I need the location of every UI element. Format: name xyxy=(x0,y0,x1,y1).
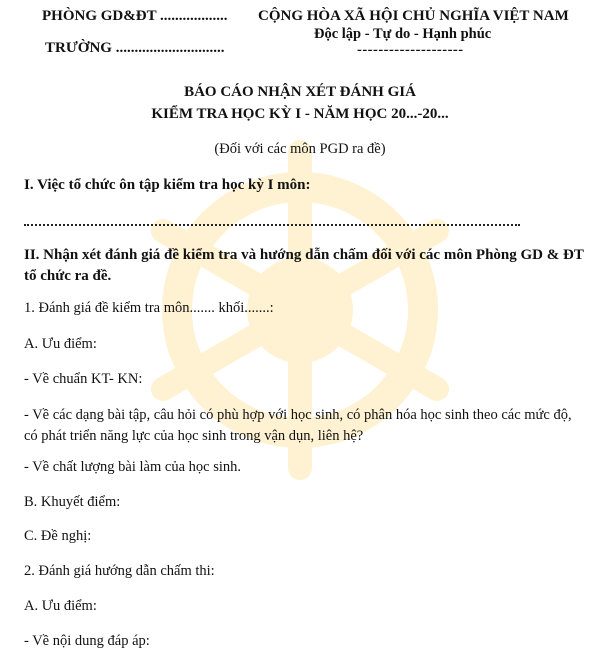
report-subtitle: (Đối với các môn PGD ra đề) xyxy=(214,141,386,157)
department-label: PHÒNG GD&ĐT .................. xyxy=(42,8,228,24)
header-separator: -------------------- xyxy=(357,42,464,58)
item-suggestions: C. Đề nghị: xyxy=(24,528,92,544)
item-standards: - Về chuẩn KT- KN: xyxy=(24,371,143,387)
report-title-line2: KIỂM TRA HỌC KỲ I - NĂM HỌC 20...-20... xyxy=(151,106,449,122)
country-name: CỘNG HÒA XÃ HỘI CHỦ NGHĨA VIỆT NAM xyxy=(258,8,569,24)
national-motto: Độc lập - Tự do - Hạnh phúc xyxy=(314,26,492,42)
item-strengths-a: A. Ưu điểm: xyxy=(24,336,97,352)
item-grading-guide: 2. Đánh giá hướng dẫn chấm thi: xyxy=(24,563,215,579)
report-title-line1: BÁO CÁO NHẬN XÉT ĐÁNH GIÁ xyxy=(184,84,416,100)
item-exam-evaluation: 1. Đánh giá đề kiểm tra môn....... khối.......: xyxy=(24,300,274,316)
item-weaknesses: B. Khuyết điểm: xyxy=(24,494,121,510)
item-answer-content: - Về nội dung đáp áp: xyxy=(24,633,150,649)
item-work-quality: - Về chất lượng bài làm của học sinh. xyxy=(24,459,241,475)
section-2-heading: II. Nhận xét đánh giá đề kiểm tra và hướng dẫn chấm đối với các môn Phòng GD & ĐT tổ chức ra đề. xyxy=(24,247,584,284)
fill-in-dotted-line xyxy=(24,224,520,226)
item-strengths-b: A. Ưu điểm: xyxy=(24,598,97,614)
section-1-heading: I. Việc tổ chức ôn tập kiểm tra học kỳ I môn: xyxy=(24,177,311,193)
school-label: TRƯỜNG ............................. xyxy=(45,40,225,56)
item-exercise-types: - Về các dạng bài tập, câu hỏi có phù hợp với học sinh, có phân hóa học sinh theo các mức độ, có phát triển năng lực của học sinh trong vận dụn, liên hệ? xyxy=(24,407,572,444)
